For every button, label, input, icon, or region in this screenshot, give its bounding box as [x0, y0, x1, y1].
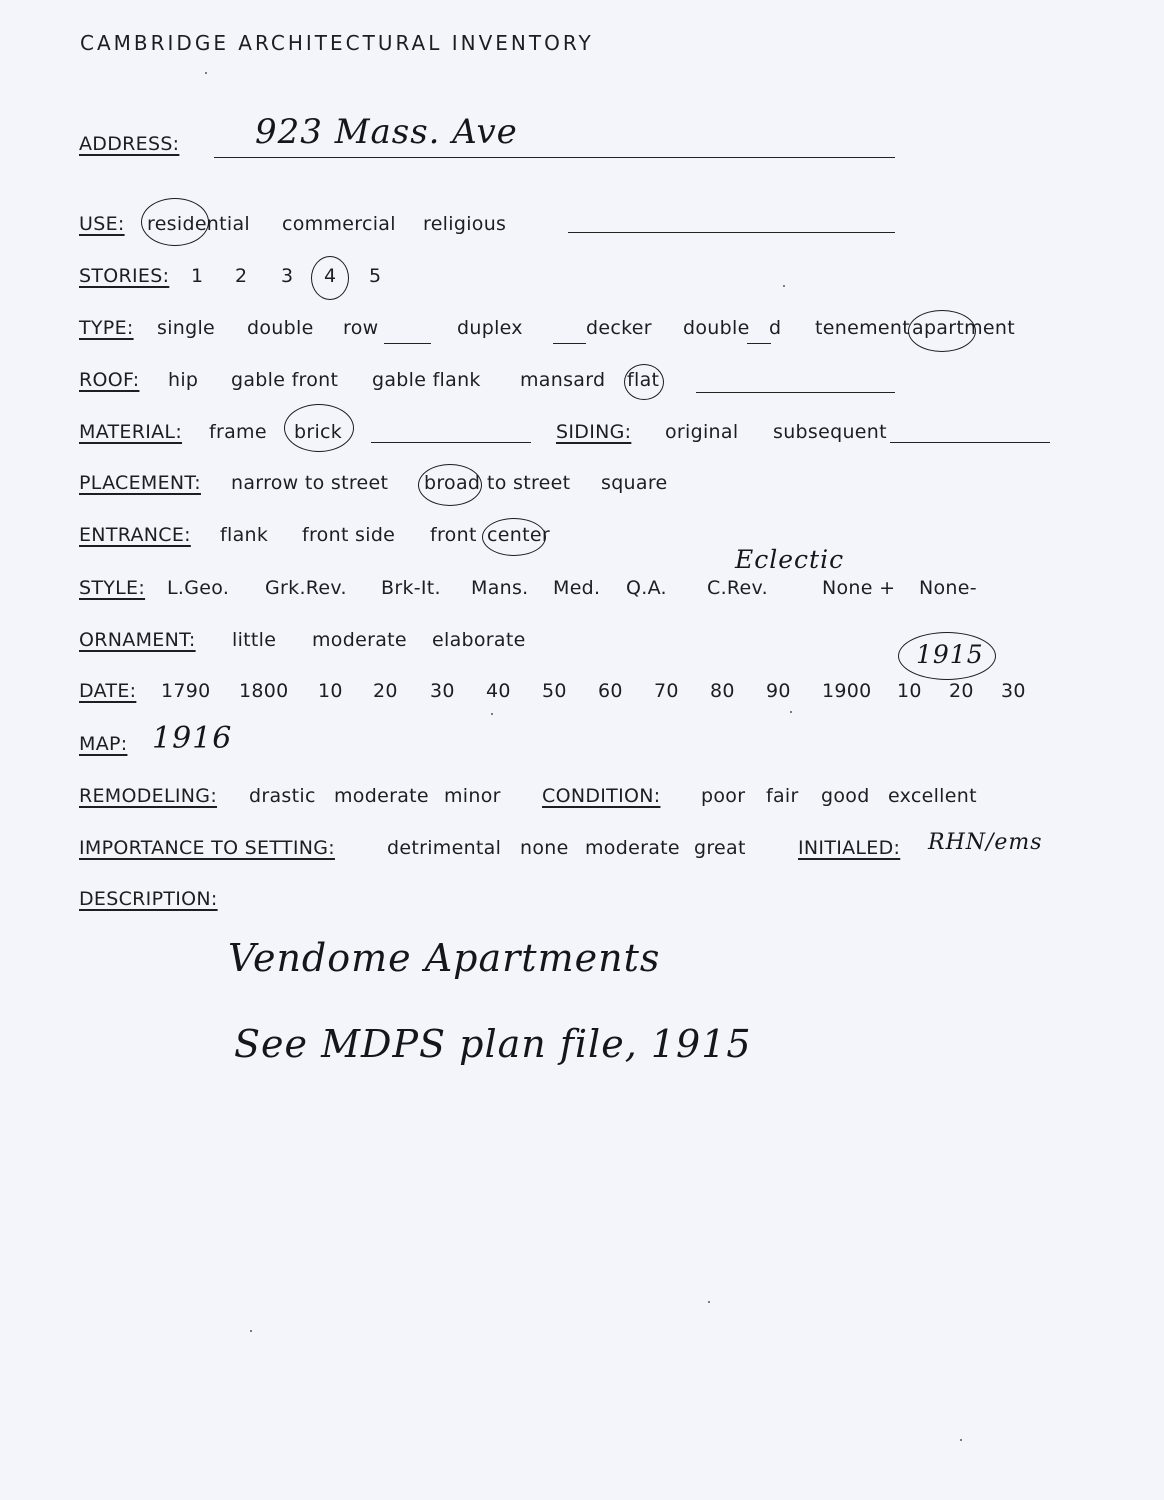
- use-other-line: [568, 232, 895, 233]
- map-label: MAP:: [79, 733, 128, 755]
- type-option-apartment: apartment: [912, 317, 1015, 339]
- type-option-row: row: [343, 317, 379, 339]
- condition-label: CONDITION:: [542, 785, 661, 807]
- date-option-1790: 1790: [161, 680, 211, 702]
- style-label: STYLE:: [79, 577, 146, 599]
- use-selection-circle: [141, 198, 209, 246]
- material-option-frame: frame: [209, 421, 267, 443]
- type-option-single: single: [157, 317, 216, 339]
- roof-selection-circle: [624, 364, 664, 400]
- date-option-90: 90: [766, 680, 791, 702]
- condition-option-fair: fair: [766, 785, 799, 807]
- scan-speck: [250, 1330, 252, 1332]
- importance-label: IMPORTANCE TO SETTING:: [79, 837, 335, 859]
- date-option-30: 30: [430, 680, 455, 702]
- address-value: 923 Mass. Ave: [255, 112, 518, 152]
- condition-option-good: good: [821, 785, 870, 807]
- roof-label: ROOF:: [79, 369, 140, 391]
- stories-label: STORIES:: [79, 265, 170, 287]
- type-option-tenement: tenement: [815, 317, 910, 339]
- scan-speck: [205, 72, 207, 74]
- initialed-value: RHN/ems: [928, 830, 1043, 855]
- remodeling-label: REMODELING:: [79, 785, 218, 807]
- type-selection-circle: [908, 310, 976, 352]
- placement-selection-circle: [418, 464, 482, 506]
- entrance-option-flank: flank: [220, 524, 269, 546]
- date-option-1900: 1900: [822, 680, 872, 702]
- remodeling-option-minor: minor: [444, 785, 501, 807]
- placement-option-broad-to-street: to street: [487, 472, 571, 494]
- use-label: USE:: [79, 213, 125, 235]
- type-option-double-d: double: [683, 317, 750, 339]
- condition-option-poor: poor: [701, 785, 746, 807]
- remodeling-option-moderate: moderate: [334, 785, 429, 807]
- stories-option-2: 2: [235, 265, 248, 287]
- date-option-80: 80: [710, 680, 735, 702]
- initialed-label: INITIALED:: [798, 837, 901, 859]
- ornament-option-little: little: [232, 629, 277, 651]
- scan-speck: [491, 713, 493, 715]
- scan-speck: [708, 1301, 710, 1303]
- address-line: [214, 157, 895, 158]
- entrance-option-center: center: [487, 524, 550, 546]
- stories-option-5: 5: [369, 265, 382, 287]
- remodeling-option-drastic: drastic: [249, 785, 316, 807]
- date-option-1910: 10: [897, 680, 922, 702]
- entrance-option-front: front: [430, 524, 477, 546]
- style-option-med: Med.: [553, 577, 601, 599]
- importance-option-detrimental: detrimental: [387, 837, 502, 859]
- scan-speck: [783, 285, 785, 287]
- use-option-religious: religious: [423, 213, 507, 235]
- entrance-option-front-side: front side: [302, 524, 396, 546]
- form-title: CAMBRIDGE ARCHITECTURAL INVENTORY: [80, 31, 594, 55]
- material-other-line: [371, 442, 531, 443]
- type-label: TYPE:: [79, 317, 134, 339]
- siding-option-original: original: [665, 421, 739, 443]
- date-option-1920: 20: [949, 680, 974, 702]
- style-option-crev: C.Rev.: [707, 577, 768, 599]
- type-option-decker: decker: [586, 317, 652, 339]
- type-row-line: [384, 343, 431, 344]
- importance-option-great: great: [694, 837, 746, 859]
- description-line-2: See MDPS plan file, 1915: [234, 1022, 752, 1066]
- style-handwritten: Eclectic: [735, 545, 845, 574]
- type-double-d-line: [747, 343, 771, 344]
- siding-option-subsequent: subsequent: [773, 421, 887, 443]
- style-option-none-minus: None-: [919, 577, 977, 599]
- style-option-grkrev: Grk.Rev.: [265, 577, 347, 599]
- description-line-1: Vendome Apartments: [228, 936, 661, 980]
- description-label: DESCRIPTION:: [79, 888, 218, 910]
- date-option-10: 10: [318, 680, 343, 702]
- type-option-d: d: [769, 317, 782, 339]
- roof-option-gable-front: gable front: [231, 369, 339, 391]
- use-option-commercial: commercial: [282, 213, 396, 235]
- placement-option-broad: broad: [424, 472, 481, 494]
- date-option-1930: 30: [1001, 680, 1026, 702]
- placement-label: PLACEMENT:: [79, 472, 201, 494]
- entrance-selection-circle: [482, 518, 546, 556]
- roof-option-gable-flank: gable flank: [372, 369, 481, 391]
- roof-option-flat: flat: [627, 369, 660, 391]
- style-option-brkit: Brk-It.: [381, 577, 441, 599]
- map-value: 1916: [152, 721, 233, 756]
- roof-option-hip: hip: [168, 369, 199, 391]
- type-option-duplex: duplex: [457, 317, 523, 339]
- ornament-label: ORNAMENT:: [79, 629, 196, 651]
- stories-option-4: 4: [324, 265, 337, 287]
- style-option-qa: Q.A.: [626, 577, 667, 599]
- stories-selection-circle: [311, 256, 349, 300]
- date-option-70: 70: [654, 680, 679, 702]
- material-option-brick: brick: [294, 421, 343, 443]
- use-option-residential: residential: [147, 213, 251, 235]
- roof-other-line: [696, 392, 895, 393]
- date-option-40: 40: [486, 680, 511, 702]
- style-option-mans: Mans.: [471, 577, 529, 599]
- material-label: MATERIAL:: [79, 421, 183, 443]
- date-handwritten: 1915: [916, 640, 984, 669]
- type-decker-line: [553, 343, 586, 344]
- roof-option-mansard: mansard: [520, 369, 606, 391]
- date-option-1800: 1800: [239, 680, 289, 702]
- condition-option-excellent: excellent: [888, 785, 977, 807]
- style-option-none-plus: None +: [822, 577, 896, 599]
- stories-option-3: 3: [281, 265, 294, 287]
- scan-speck: [960, 1439, 962, 1441]
- placement-option-narrow: narrow to street: [231, 472, 389, 494]
- date-option-50: 50: [542, 680, 567, 702]
- style-option-lgeo: L.Geo.: [167, 577, 230, 599]
- address-label: ADDRESS:: [79, 133, 180, 155]
- material-selection-circle: [284, 404, 354, 452]
- date-label: DATE:: [79, 680, 137, 702]
- stories-option-1: 1: [191, 265, 204, 287]
- date-option-60: 60: [598, 680, 623, 702]
- importance-option-moderate: moderate: [585, 837, 680, 859]
- entrance-label: ENTRANCE:: [79, 524, 191, 546]
- type-option-double: double: [247, 317, 314, 339]
- ornament-option-elaborate: elaborate: [432, 629, 526, 651]
- placement-option-square: square: [601, 472, 668, 494]
- importance-option-none: none: [520, 837, 569, 859]
- date-option-20: 20: [373, 680, 398, 702]
- siding-label: SIDING:: [556, 421, 632, 443]
- siding-other-line: [890, 442, 1050, 443]
- ornament-option-moderate: moderate: [312, 629, 407, 651]
- scan-speck: [790, 711, 792, 713]
